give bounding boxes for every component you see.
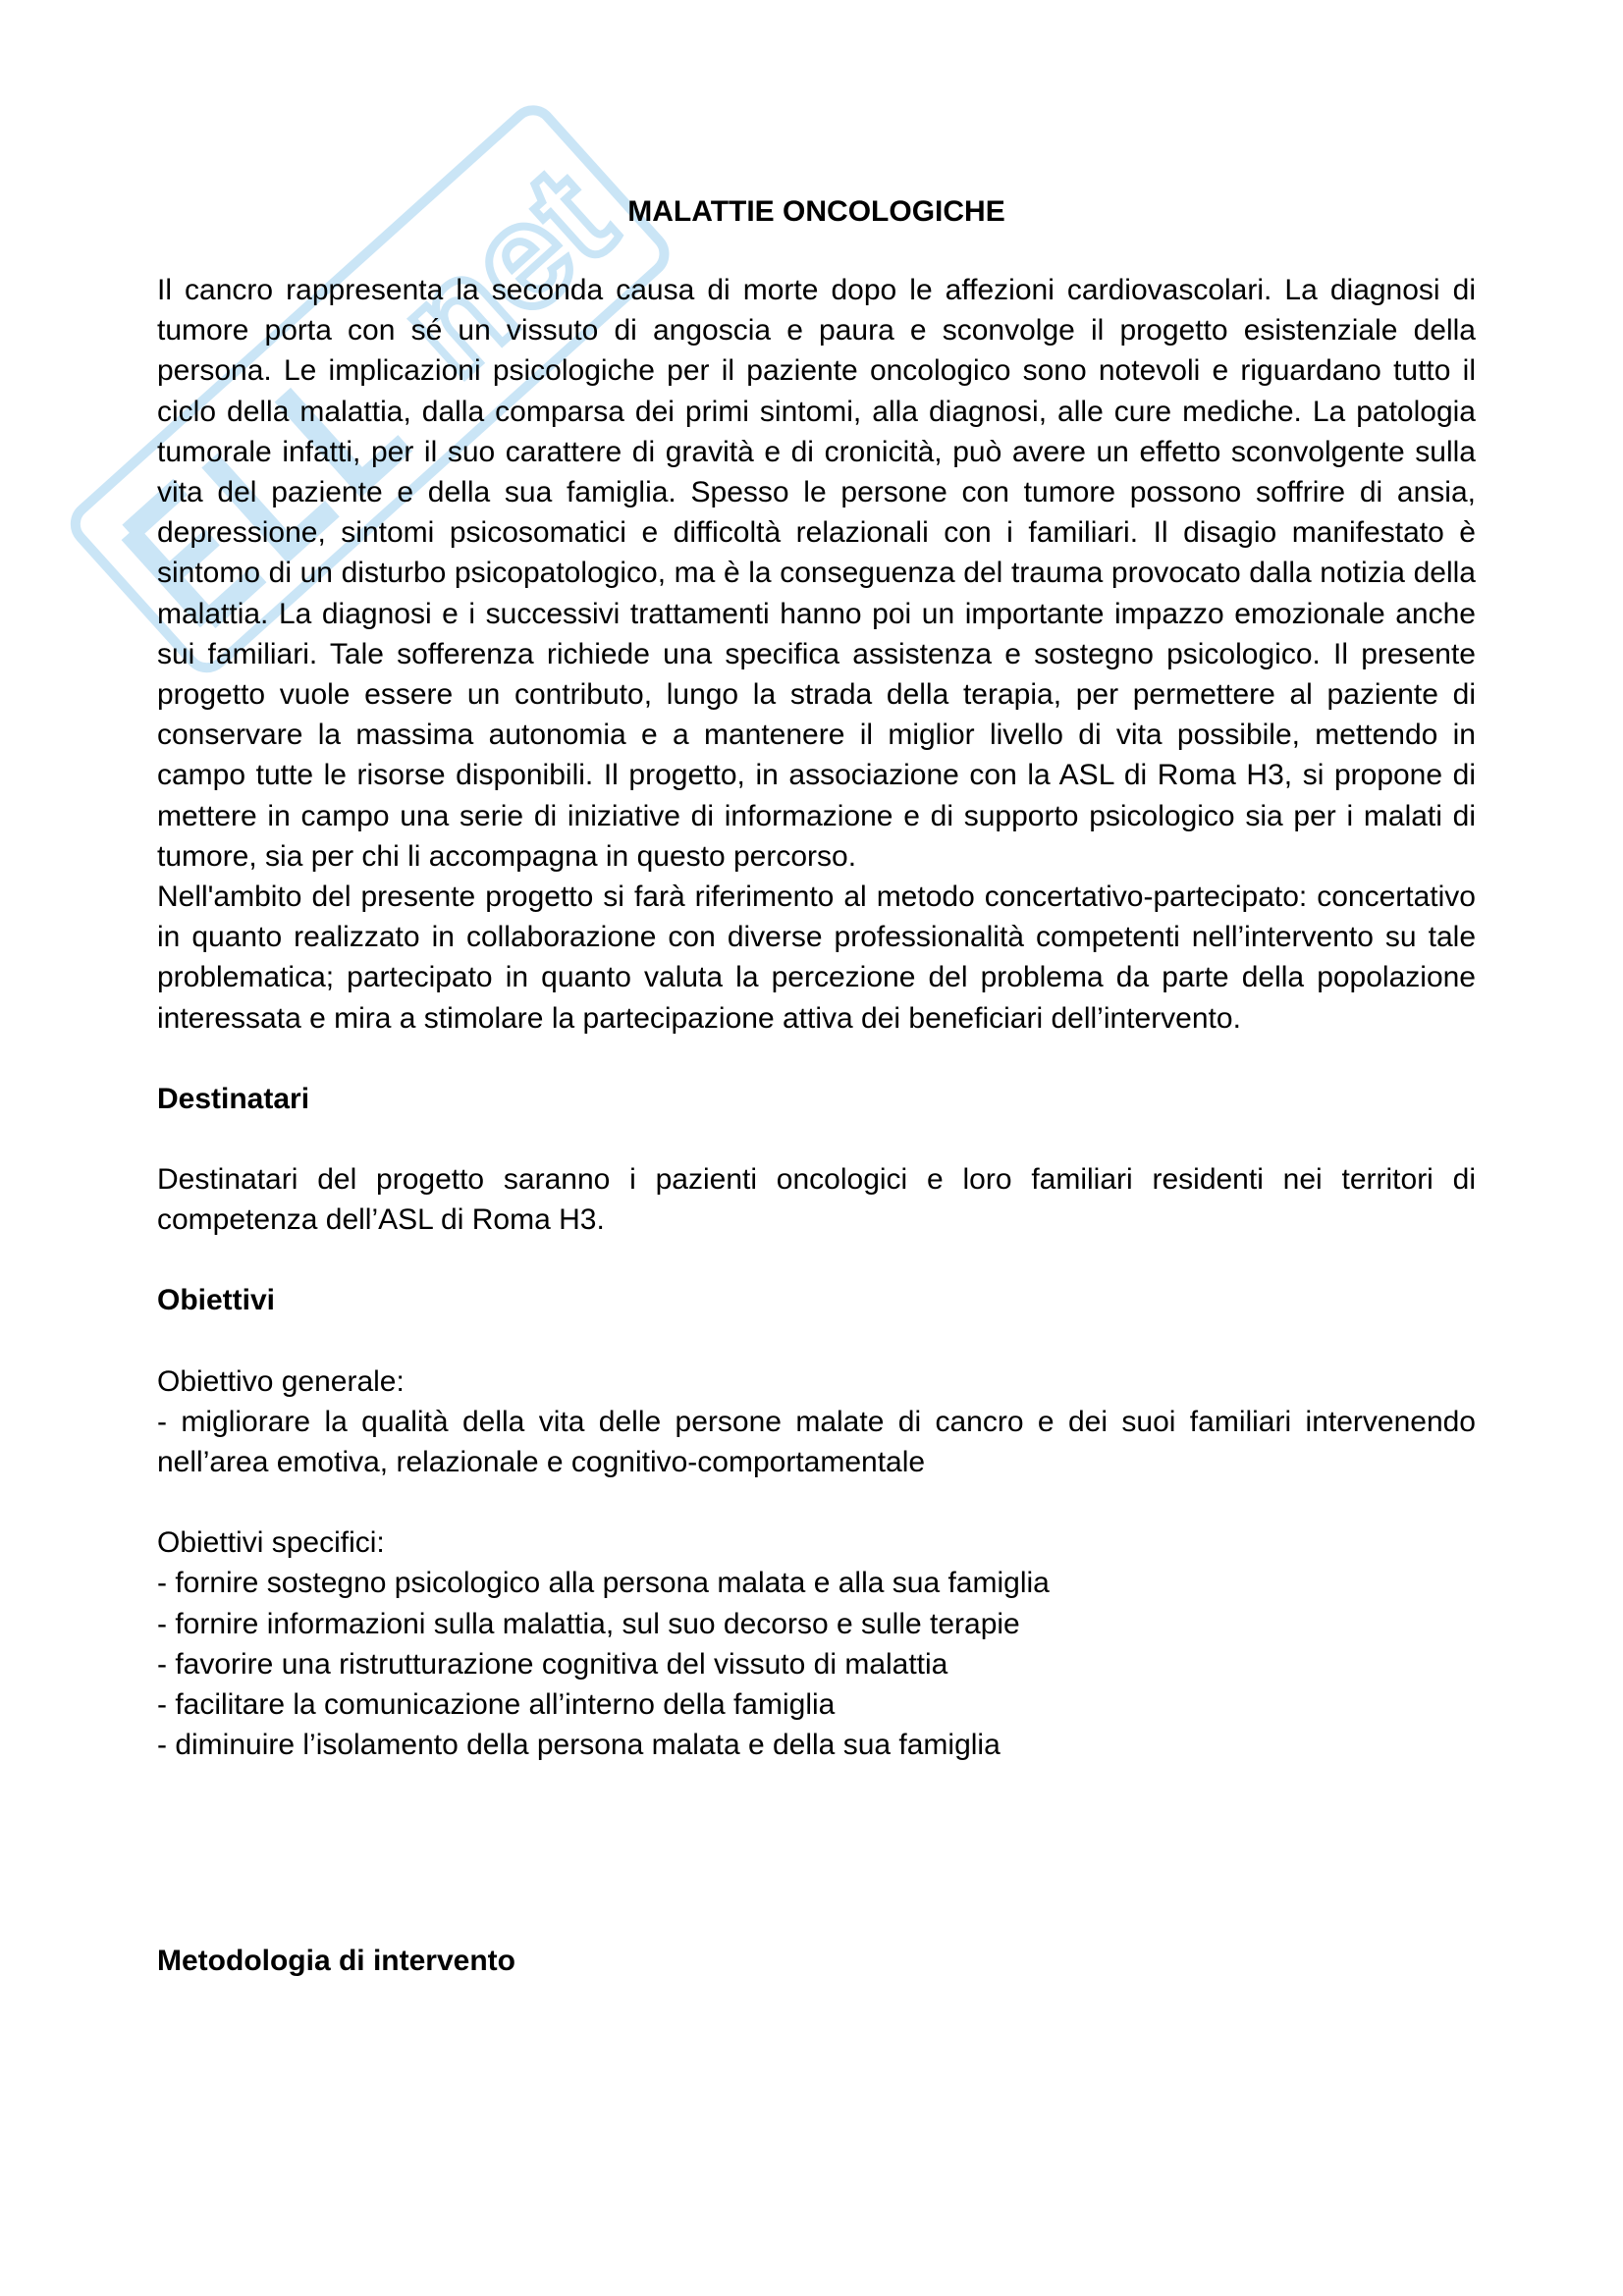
obiettivo-generale-text: - migliorare la qualità della vita delle persone malate di cancro e dei suoi familiari intervenendo nell’area emotiva, relazionale e cognitivo-comportamentale xyxy=(157,1405,1476,1479)
obiettivo-generale-label: Obiettivo generale: xyxy=(157,1364,405,1398)
spacer xyxy=(157,1766,1476,1941)
spacer xyxy=(157,1321,1476,1362)
destinatari-text: Destinatari del progetto saranno i pazienti oncologici e loro familiari residenti nei territori di competenza dell’ASL di Roma H3. xyxy=(157,1163,1476,1237)
document-page xyxy=(157,191,1476,1981)
section-heading-destinatari: Destinatari xyxy=(157,1082,310,1115)
document-title: MALATTIE ONCOLOGICHE xyxy=(627,195,1005,228)
spacer xyxy=(157,1482,1476,1522)
intro-paragraph: Il cancro rappresenta la seconda causa di morte dopo le affezioni cardiovascolari. La diagnosi di tumore porta con sé un vissuto di angoscia e paura e sconvolge il progetto esistenziale della persona. Le implicazioni psicologiche per il paziente oncologico sono notevoli e riguardano tutto il ciclo della malattia, dalla comparsa dei primi sintomi, alla diagnosi, alle cure mediche. La patologia tumorale infatti, per il suo carattere di gravità e di cronicità, può avere un effetto sconvolgente sulla vita del paziente e della sua famiglia. Spesso le persone con tumore possono soffrire di ansia, depressione, sintomi psicosomatici e difficoltà relazionali con i familiari. Il disagio manifestato è sintomo di un disturbo psicopatologico, ma è la conseguenza del trauma provocato dalla notizia della malattia. La diagnosi e i successivi trattamenti hanno poi un importante impazzo emozionale anche sui familiari. Tale sofferenza richiede una specifica assistenza e sostegno psicologico. Il presente progetto vuole essere un contributo, lungo la strada della terapia, per permettere al paziente di conservare la massima autonomia e a mantenere il miglior livello di vita possibile, mettendo in campo tutte le risorse disponibili. Il progetto, in associazione con la ASL di Roma H3, si propone di mettere in campo una serie di iniziative di informazione e di supporto psicologico sia per i malati di tumore, sia per chi li accompagna in questo percorso. xyxy=(157,274,1476,873)
spacer xyxy=(157,1039,1476,1079)
obiettivi-specifici-label: Obiettivi specifici: xyxy=(157,1526,385,1560)
spacer xyxy=(157,1240,1476,1280)
obiettivi-specifici-list xyxy=(157,1563,1476,1765)
section-heading-obiettivi: Obiettivi xyxy=(157,1284,276,1317)
spacer xyxy=(157,1119,1476,1159)
section-heading-metodologia: Metodologia di intervento xyxy=(157,1944,515,1977)
methodology-paragraph: Nell'ambito del presente progetto si farà riferimento al metodo concertativo-partecipato: concertativo in quanto realizzato in collaborazione con diverse professionalità competenti nell’intervento su tale problematica; partecipato in quanto valuta la percezione del problema da parte della popolazione interessata e mira a stimolare la partecipazione attiva dei beneficiari dell’intervento. xyxy=(157,881,1476,1035)
watermark-text: net xyxy=(367,135,643,407)
list-item: - diminuire l’isolamento della persona malata e della sua famiglia xyxy=(157,1729,1001,1762)
list-item: - facilitare la comunicazione all’interno della famiglia xyxy=(157,1688,836,1722)
list-item: - fornire informazioni sulla malattia, sul suo decorso e sulle terapie xyxy=(157,1607,1020,1640)
list-item: - favorire una ristrutturazione cognitiva del vissuto di malattia xyxy=(157,1647,948,1681)
list-item: - fornire sostegno psicologico alla persona malata e alla sua famiglia xyxy=(157,1567,1050,1600)
